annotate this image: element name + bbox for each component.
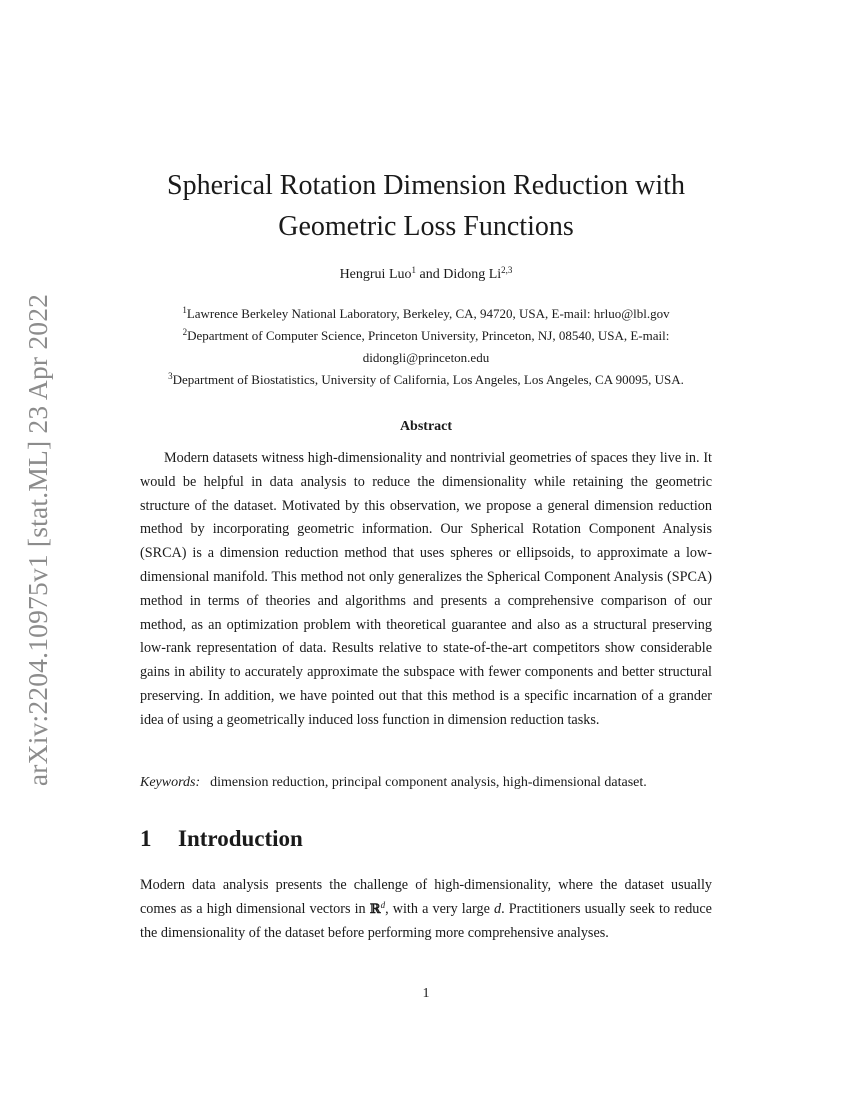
affiliation-line [120,347,732,369]
real-space-symbol: ℝ [369,901,381,917]
affiliation-line [120,303,732,325]
introduction-paragraph [140,874,712,945]
affiliation-text: didongli@princeton.edu [362,350,490,365]
intro-text: , with a very large [385,900,495,917]
affiliation-line [120,325,732,347]
section-title: Introduction [178,826,303,851]
author-name: Didong Li [443,267,502,282]
dimension-exponent: d [380,899,386,910]
affiliation-text: Lawrence Berkeley National Laboratory, Berkeley, CA, 94720, USA, E-mail: hrluo@lbl.gov [186,306,670,321]
affiliation-text: Department of Computer Science, Princeton University, Princeton, NJ, 08540, USA, E-mail: [187,328,670,343]
section-number: 1 [140,826,152,851]
abstract-paragraph: Modern datasets witness high-dimensionality and nontrivial geometries of spaces they live in. It would be helpful in data analysis to reduce the dimensionality while retaining the geometric structure of the dataset. Motivated by this observation, we propose a general dimension reduction method by incorporating geometric information. Our Spherical Rotation Component Analysis (SRCA) is a dimension reduction method that uses spheres or ellipsoids, to approximate a low-dimensional manifold. This method not only generalizes the Spherical Component Analysis (SPCA) method in terms of theories and algorithms and presents a comprehensive comparison of our method, as an optimization problem with theoretical guarantee and also as a structural preserving low-rank representation of data. Results relative to state-of-the-art competitors show considerable gains in ability to accurately approximate the subspace with fewer components and better structural preserving. In addition, we have pointed out that this method is a specific incarnation of a grander idea of using a geometrically induced loss function in dimension reduction tasks. [140,450,712,728]
author-connector: and [416,267,444,282]
page-number: 1 [422,986,430,1001]
affiliation-line [120,369,732,391]
title-line-2: Geometric Loss Functions [278,211,574,242]
affiliation-text: Department of Biostatistics, University of California, Los Angeles, Los Angeles, CA 90095, USA. [172,372,684,387]
intro-text: . Practitioners usually seek to reduce the dimensionality of the dataset before performing more comprehensive analyses. [140,900,712,941]
author-affiliation-mark: 1 [411,265,416,275]
author-list [140,267,712,283]
keywords-text: dimension reduction, principal component analysis, high-dimensional dataset. [210,775,647,790]
abstract-heading: Abstract [399,419,453,434]
affiliation-mark: 1 [182,305,187,315]
author-affiliation-mark: 2,3 [501,265,513,275]
dimension-variable: d [494,900,502,917]
intro-text: Modern data analysis presents the challenge of high-dimensionality, where the dataset usually comes as a high dimensional vectors in [140,877,712,917]
paper-title [110,165,742,247]
title-line-1: Spherical Rotation Dimension Reduction with [167,170,685,201]
author-name: Hengrui Luo [339,267,412,282]
affiliation-mark: 2 [182,327,188,337]
keywords-line [140,775,740,791]
affiliation-list [120,303,732,391]
arxiv-identifier-stamp [8,290,68,790]
section-heading [140,826,303,852]
keywords-label: Keywords: [140,775,201,790]
affiliation-mark: 3 [168,371,173,381]
arxiv-identifier-text: arXiv:2204.10975v1 [stat.ML] 23 Apr 2022 [22,293,53,787]
